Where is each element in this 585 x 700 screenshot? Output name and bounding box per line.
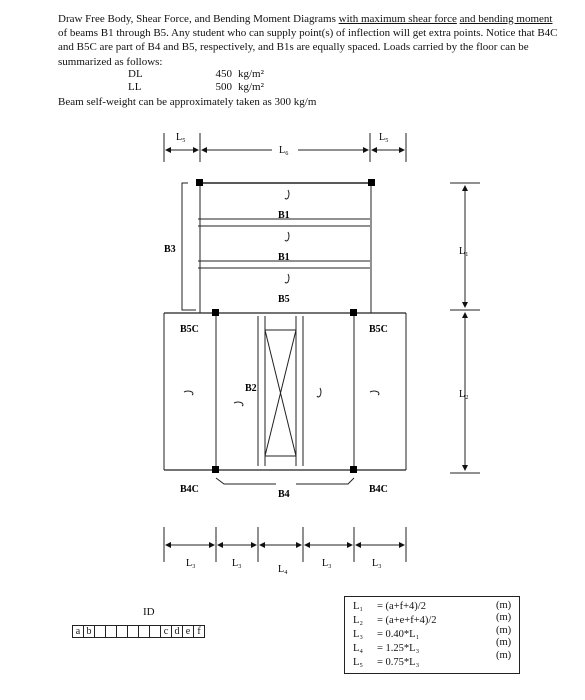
formula-row [353,643,419,654]
id-cell: b [83,625,95,638]
intro-underline-2: and bending moment [459,13,553,25]
column [196,179,203,186]
beam-b2: B2 [245,383,257,394]
beam-b5: B5 [278,294,290,305]
load-unit: kg/m² [238,68,264,80]
formula-expr: = (a+e+f+4)/2 [377,615,437,626]
formula-row [353,657,419,668]
beam-b4: B4 [278,489,290,500]
beam-b1-upper: B1 [278,210,290,221]
load-name: DL [128,68,143,80]
columns [196,179,375,473]
column [212,466,219,473]
id-cell: a [72,625,84,638]
id-cell: d [171,625,183,638]
dim-l3-2: L₃ [232,558,242,569]
formula-row [353,601,426,612]
intro-text-2: of beams B1 through B5. Any student who can supply point(s) of inflection will get extra points. Notice that B4C and B5C are part of B4 and B5, respectively, and B1s are equally spaced. Loads carried by the floor can be summarized as follows: [58,27,558,68]
beam-b4c-left: B4C [180,484,199,495]
dim-l1: L₁ [459,246,469,257]
beam-b1-lower: B1 [278,252,290,263]
load-value: 500 [215,81,232,93]
id-label: ID [143,606,155,618]
bottom-dimension [164,527,406,562]
right-dimension [450,183,480,473]
id-boxes [72,625,204,638]
formula-expr: = 0.75*L₃ [377,657,420,668]
formula-unit: (m) [496,624,512,636]
formula-expr: = (a+f+4)/2 [377,601,426,612]
formula-var: L₁ [353,601,364,612]
dim-l3-1: L₃ [186,558,196,569]
lower-bay [164,313,406,484]
formula-row [353,615,437,626]
formula-expr: = 1.25*L₃ [377,643,420,654]
id-cell: c [160,625,172,638]
self-weight-note: Beam self-weight can be approximately taken as 300 kg/m [58,96,317,108]
intro-underline-1: with maximum shear force [338,13,457,25]
column [368,179,375,186]
load-name: LL [128,81,142,93]
column [212,309,219,316]
formula-var: L₅ [353,657,364,668]
formula-units [496,600,511,662]
dim-l3-3: L₃ [322,558,332,569]
beam-b5c-left: B5C [180,324,199,335]
id-cell: e [182,625,194,638]
formula-unit: (m) [496,637,512,649]
dim-l5-right: L₅ [379,132,389,143]
id-cell: f [193,625,205,638]
dim-l5-left: L₅ [176,132,186,143]
intro-text-1: Draw Free Body, Shear Force, and Bending Moment Diagrams [58,13,339,25]
formula-unit: (m) [496,600,512,611]
dim-l6: L₆ [279,145,289,156]
dim-l3-4: L₃ [372,558,382,569]
formula-unit: (m) [496,649,512,661]
formula-box [344,596,520,674]
beam-b3: B3 [164,244,176,255]
column [350,309,357,316]
column [350,466,357,473]
formula-row [353,629,419,640]
dim-l2: L₂ [459,389,469,400]
formula-var: L₂ [353,615,364,626]
formula-expr: = 0.40*L₁ [377,629,420,640]
load-value: 450 [215,68,232,80]
load-unit: kg/m² [238,81,264,93]
formula-var: L₄ [353,643,364,654]
formula-var: L₃ [353,629,364,640]
upper-bay [182,183,371,313]
formula-unit: (m) [496,612,512,624]
beam-b4c-right: B4C [369,484,388,495]
beam-b5c-right: B5C [369,324,388,335]
dim-l4: L₄ [278,564,288,575]
